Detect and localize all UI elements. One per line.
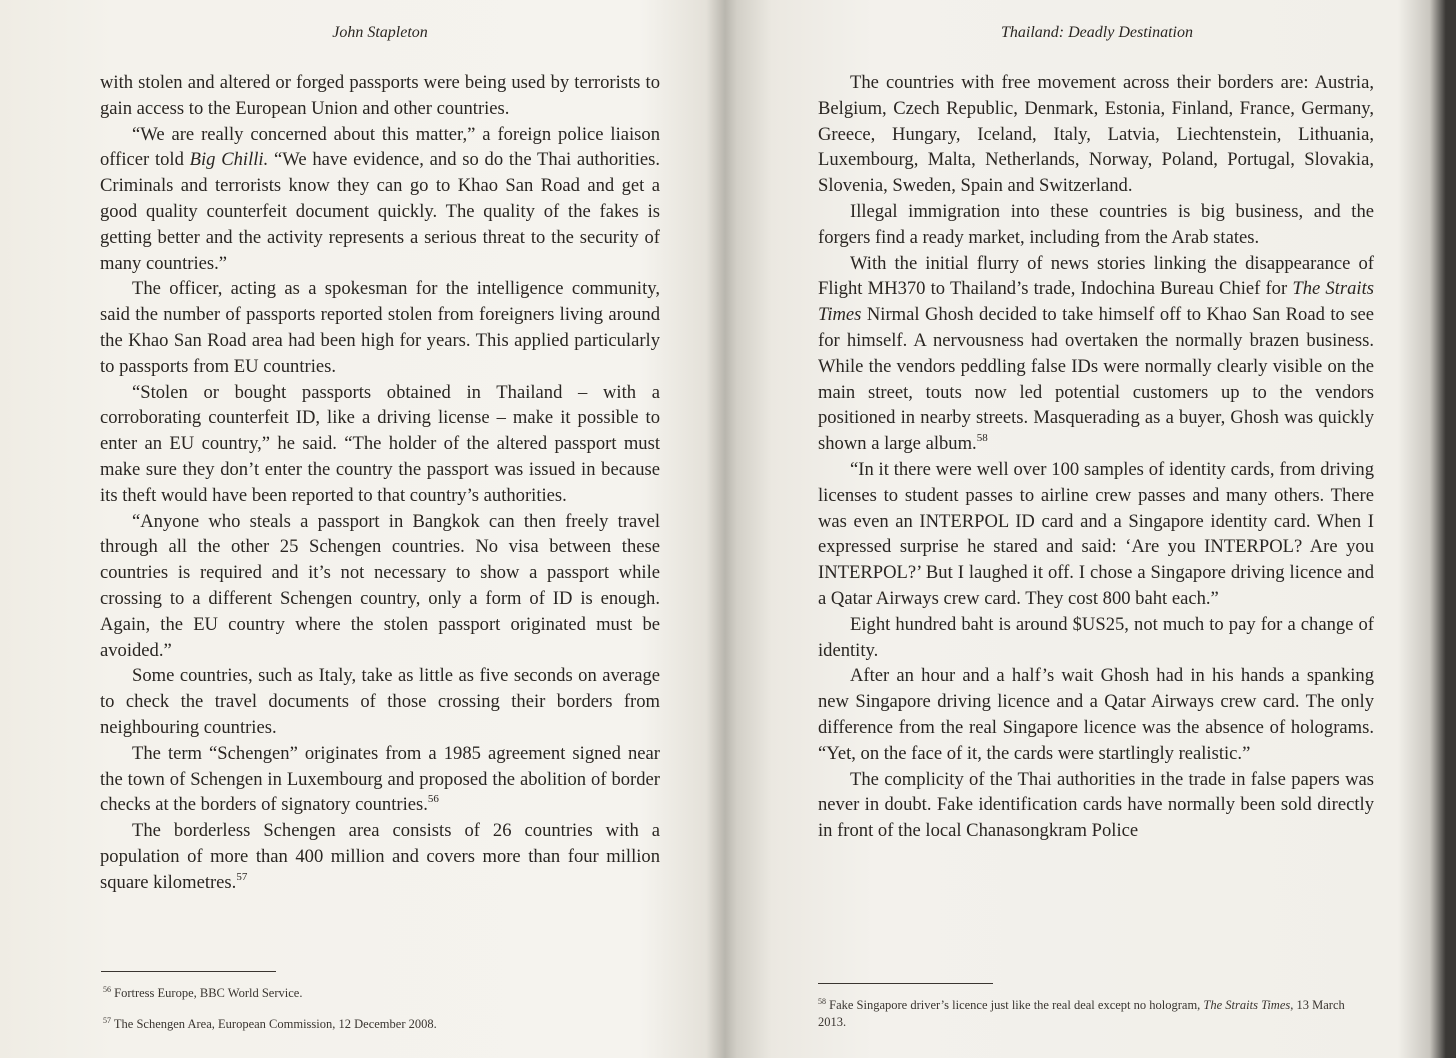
paragraph: “We are really concerned about this matter,” a foreign police liaison officer told Big Chilli. “We have evidence, and so do the Thai authorities. Criminals and terrorists know they can go to Khao San Road and get a good quality counterfeit document quickly. The quality of the fakes is getting better and the activity represents a serious threat to the security of many countries.” — [100, 123, 661, 274]
paragraph: with stolen and altered or forged passports were being used by terrorists to gain access to the European Union and other countries. — [100, 72, 660, 119]
paragraph: Some countries, such as Italy, take as little as five seconds on average to check the travel documents of those crossing their borders from neighbouring countries. — [100, 665, 660, 738]
paragraph: With the initial flurry of news stories linking the disappearance of Flight MH370 to Thailand’s trade, Indochina Bureau Chief for The Straits Times Nirmal Ghosh decided to take himself off to Khao San Road to see for himself. A nervousness had overtaken the normally brazen business. While the vendors peddling false IDs were normally clearly visible on the main street, touts now led potential customers up to the vendors positioned in nearby streets. Masquerading as a buyer, Ghosh was quickly shown a large album.$^{58}$ — [818, 252, 1374, 455]
paragraph: “Stolen or bought passports obtained in Thailand – with a corroborating counterfeit ID, like a driving license – make it possible to enter an EU country,” he said. “The holder of the altered passport must make sure they don’t enter the country the passport was issued in because its theft would have been reported to that country’s authorities. — [100, 381, 660, 506]
footnote: $^{56}$ Fortress Europe, BBC World Service. — [103, 984, 303, 1000]
paragraph: Eight hundred baht is around $US25, not much to pay for a change of identity. — [818, 613, 1374, 661]
paragraph: The officer, acting as a spokesman for the intelligence community, said the number of passports reported stolen from foreigners living around the Khao San Road area had been high for years. This applied particularly to passports from EU countries. — [100, 278, 660, 377]
footnote-divider — [101, 971, 276, 972]
footnote-ref: 58 — [976, 431, 988, 444]
footnote-ref: 57 — [236, 870, 248, 883]
footnote: $^{57}$ The Schengen Area, European Commission, 12 December 2008. — [103, 1015, 437, 1031]
running-header-title: Thailand: Deadly Destination — [1001, 24, 1193, 41]
left-page-body — [100, 70, 660, 896]
paragraph: “In it there were well over 100 samples of identity cards, from driving licenses to student passes to airline crew passes and many others. There was even an INTERPOL ID card and a Singapore identity card. When I expressed surprise he stared and said: ‘Are you INTERPOL? Are you INTERPOL?’ But I laughed it off. I chose a Singapore driving licence and a Qatar Airways crew card. They cost 800 baht each.” — [818, 458, 1374, 609]
paragraph: The countries with free movement across their borders are: Austria, Belgium, Czech Republic, Denmark, Estonia, Finland, France, Germany, Greece, Hungary, Iceland, Italy, Latvia, Liechtenstein, Lithuania, Luxembourg, Malta, Netherlands, Norway, Poland, Portugal, Slovakia, Slovenia, Sweden, Spain and Switzerland. — [818, 72, 1374, 197]
footnote-ref: 56 — [427, 793, 439, 806]
paragraph: After an hour and a half’s wait Ghosh had in his hands a spanking new Singapore driving licence and a Qatar Airways crew card. The only difference from the real Singapore licence was the absence of holograms. “Yet, on the face of it, the cards were startlingly realistic.” — [818, 665, 1374, 764]
paragraph: The term “Schengen” originates from a 1985 agreement signed near the town of Schengen in Luxembourg and proposed the abolition of border checks at the borders of signatory countries.$^{56}$ — [100, 742, 660, 816]
paragraph: Illegal immigration into these countries is big business, and the forgers find a ready market, including from the Arab states. — [818, 200, 1374, 248]
right-page — [728, 0, 1456, 1058]
paragraph: The complicity of the Thai authorities in the trade in false papers was never in doubt. Fake identification cards have normally been sold directly in front of the local Chanasongkram Police — [818, 768, 1374, 842]
paragraph: “Anyone who steals a passport in Bangkok can then freely travel through all the other 25 Schengen countries. No visa between these countries is required and it’s not necessary to show a passport while crossing to a different Schengen country, only a form of ID is enough. Again, the EU country where the stolen passport originated must be avoided.” — [100, 510, 660, 661]
publication-title: Big Chilli. — [189, 149, 269, 171]
footnote: $^{58}$ Fake Singapore driver’s licence just like the real deal except no hologram, The Straits Times, 13 March 2013. — [818, 996, 1345, 1029]
footnote-divider — [818, 983, 993, 984]
publication-title: The Straits Times — [818, 278, 1374, 326]
running-header-author: John Stapleton — [332, 24, 428, 41]
right-page-body — [818, 70, 1374, 844]
paragraph: The borderless Schengen area consists of 26 countries with a population of more than 400 million and covers more than four million square kilometres.$^{57}$ — [100, 820, 660, 893]
